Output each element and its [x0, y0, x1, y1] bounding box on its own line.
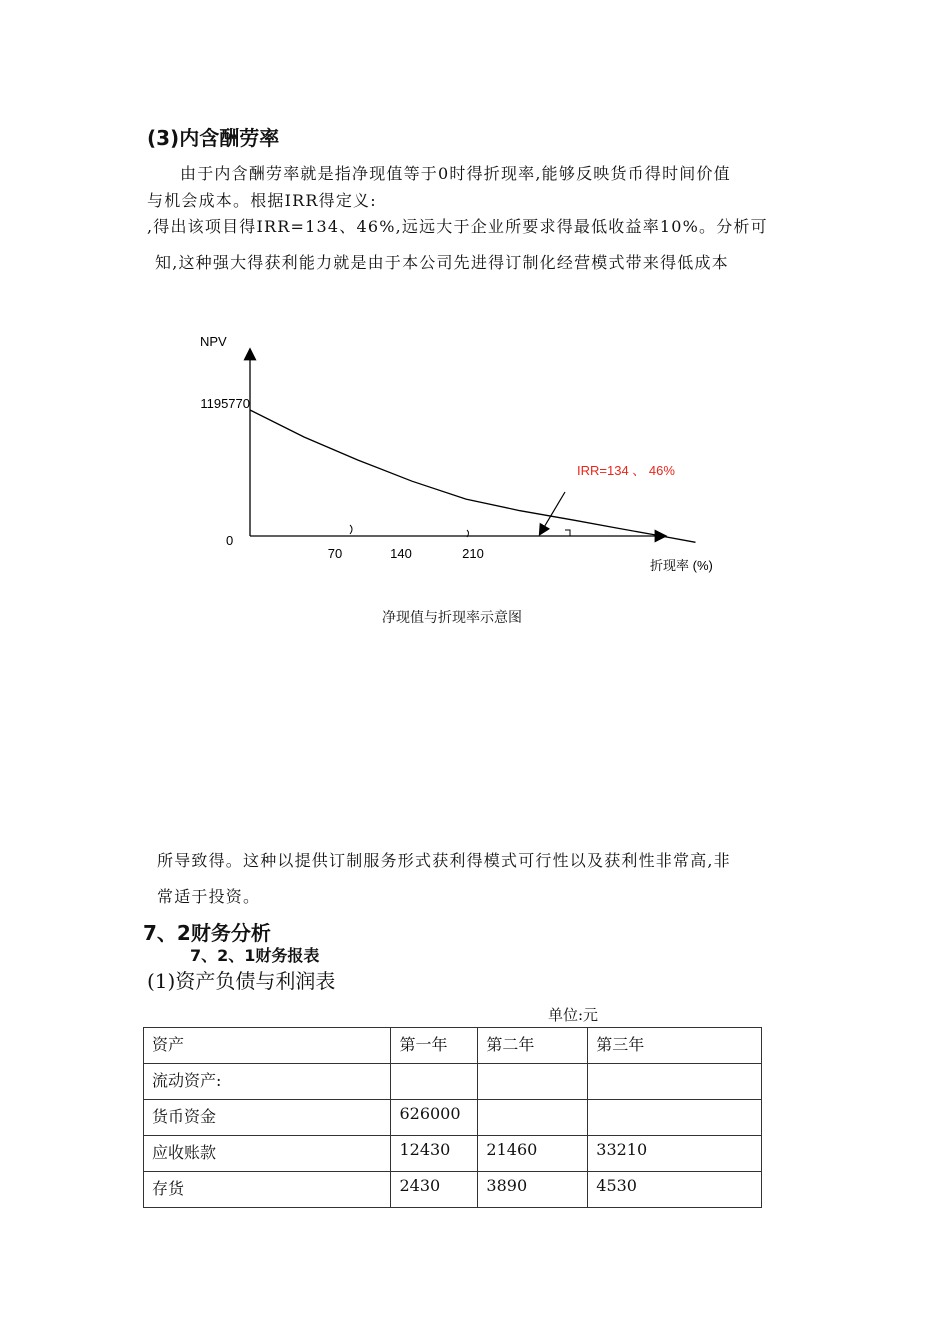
table-cell: 流动资产: [144, 1064, 391, 1100]
table-row [144, 1100, 762, 1136]
x-tick-70: 70 [327, 546, 343, 561]
table-title: (1)资产负债与利润表 [147, 969, 336, 993]
table-cell [478, 1064, 588, 1100]
table-row [144, 1136, 762, 1172]
unit-label: 单位:元 [548, 1006, 599, 1024]
table-cell: 3890 [478, 1172, 588, 1208]
section-heading-finance: 7、2财务分析 [143, 921, 271, 945]
paragraph-cont-line-2: 常适于投资。 [157, 887, 261, 906]
x-tick-140: 140 [390, 546, 412, 561]
table-header-row [144, 1028, 762, 1064]
table-cell: 货币资金 [144, 1100, 391, 1136]
section-heading-irr: (3)内含酬劳率 [147, 126, 280, 150]
table-cell: 626000 [391, 1100, 478, 1136]
x-tick-mark-1 [350, 525, 352, 534]
x-axis-label: 折现率 (%) [650, 558, 713, 573]
table-cell: 33210 [588, 1136, 762, 1172]
table-cell [391, 1064, 478, 1100]
table-row [144, 1064, 762, 1100]
table-cell: 21460 [478, 1136, 588, 1172]
table-cell [478, 1100, 588, 1136]
table-cell [588, 1100, 762, 1136]
y-tick-zero: 0 [226, 533, 234, 548]
balance-sheet-table [143, 1027, 762, 1208]
y-axis-label: NPV [200, 334, 227, 349]
table-header-cell: 资产 [144, 1028, 391, 1064]
irr-pointer-arrow [540, 492, 565, 534]
x-tick-mark-3 [565, 530, 570, 536]
paragraph-cont-line-1: 所导致得。这种以提供订制服务形式获利得模式可行性以及获利性非常高,非 [157, 851, 731, 870]
npv-chart [140, 320, 780, 620]
paragraph-line-3: ,得出该项目得IRR=134、46%,远远大于企业所要求得最低收益率10%。分析可 [147, 217, 768, 236]
table-cell [588, 1064, 762, 1100]
paragraph-line-2: 与机会成本。根据IRR得定义: [147, 191, 377, 210]
table-cell: 2430 [391, 1172, 478, 1208]
table-row [144, 1172, 762, 1208]
irr-annotation: IRR=134 、 46% [577, 463, 675, 478]
paragraph-line-1: 由于内含酬劳率就是指净现值等于0时得折现率,能够反映货币得时间价值 [180, 164, 731, 183]
paragraph-line-4: 知,这种强大得获利能力就是由于本公司先进得订制化经营模式带来得低成本 [155, 253, 729, 272]
chart-caption: 净现值与折现率示意图 [382, 610, 522, 626]
table-cell: 存货 [144, 1172, 391, 1208]
table-cell: 4530 [588, 1172, 762, 1208]
subsection-heading-statements: 7、2、1财务报表 [190, 946, 320, 965]
table-header-cell: 第一年 [391, 1028, 478, 1064]
table-header-cell: 第三年 [588, 1028, 762, 1064]
y-tick-max: 1195770 [200, 396, 250, 411]
table-cell: 12430 [391, 1136, 478, 1172]
table-header-cell: 第二年 [478, 1028, 588, 1064]
x-tick-210: 210 [462, 546, 484, 561]
table-cell: 应收账款 [144, 1136, 391, 1172]
